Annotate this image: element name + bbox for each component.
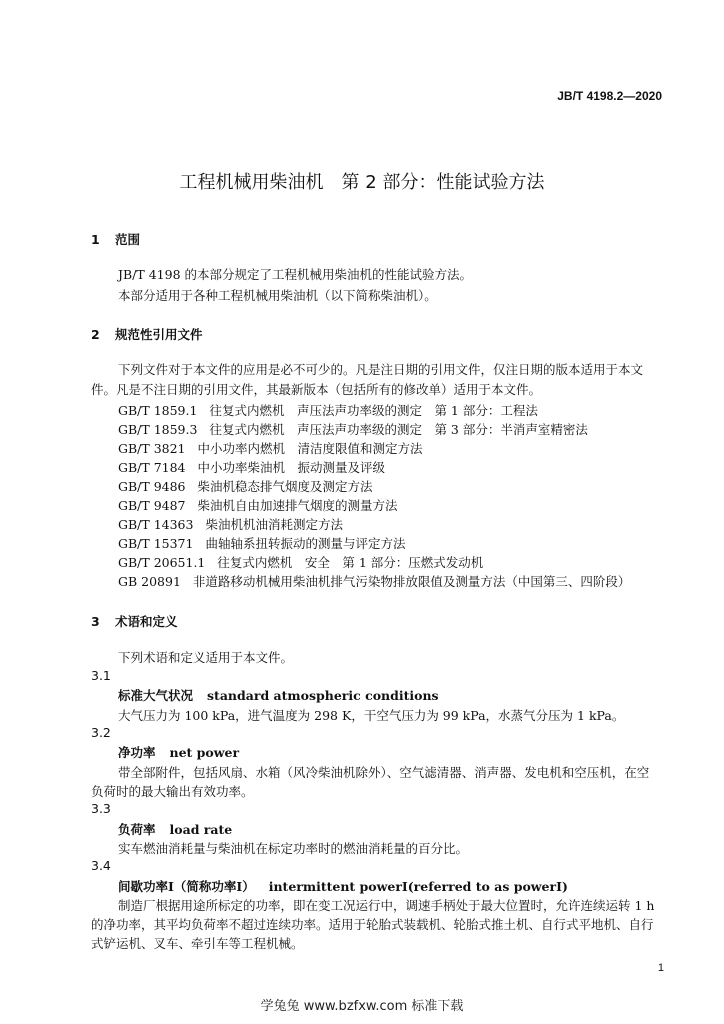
reference-item	[118, 477, 373, 495]
reference-title: 柴油机自由加速排气烟度的测量方法	[197, 498, 398, 513]
section-number: 1	[91, 232, 100, 247]
term-zh: 净功率	[118, 745, 156, 760]
reference-title: 往复式内燃机 安全 第 1 部分：压燃式发动机	[217, 555, 484, 570]
document-title: 工程机械用柴油机 第 2 部分：性能试验方法	[179, 172, 545, 193]
term-zh: 间歇功率Ⅰ（简称功率Ⅰ）	[118, 879, 255, 894]
reference-code: GB/T 9487	[118, 498, 186, 513]
reference-item	[118, 420, 588, 438]
section-3-intro: 下列术语和定义适用于本文件。	[118, 650, 294, 665]
reference-title: 非道路移动机械用柴油机排气污染物排放限值及测量方法（中国第三、四阶段）	[192, 574, 631, 589]
reference-title: 曲轴轴系扭转振动的测量与评定方法	[205, 536, 406, 551]
term-definition: 制造厂根据用途所标定的功率，即在变工况运行中，调速手柄处于最大位置时，允许连续运转 1 h	[118, 898, 655, 913]
reference-item	[118, 458, 385, 476]
term-en: intermittent powerⅠ(referred to as powerⅠ)	[268, 879, 568, 894]
section-number: 3	[91, 614, 100, 629]
section-title: 术语和定义	[115, 614, 178, 629]
term-en: load rate	[169, 822, 233, 837]
term-zh: 负荷率	[118, 822, 156, 837]
reference-code: GB/T 1859.3	[118, 422, 198, 437]
reference-code: GB/T 9486	[118, 479, 186, 494]
section-1-heading	[91, 230, 140, 248]
standard-number: JB/T 4198.2—2020	[557, 89, 662, 103]
term-number: 3.2	[91, 725, 111, 740]
section-1-paragraph-1: JB/T 4198 的本部分规定了工程机械用柴油机的性能试验方法。	[118, 267, 473, 282]
term-heading	[118, 877, 568, 895]
reference-code: GB/T 7184	[118, 460, 186, 475]
reference-title: 柴油机机油消耗测定方法	[205, 517, 343, 532]
section-2-heading	[91, 325, 203, 343]
reference-item	[118, 439, 423, 457]
term-en: standard atmospheric conditions	[207, 688, 439, 703]
reference-code: GB/T 1859.1	[118, 403, 198, 418]
reference-item	[118, 515, 343, 533]
reference-item	[118, 496, 398, 514]
reference-title: 柴油机稳态排气烟度及测定方法	[197, 479, 373, 494]
section-2-intro-line-2: 件。凡是不注日期的引用文件，其最新版本（包括所有的修改单）适用于本文件。	[91, 382, 542, 397]
term-number: 3.3	[91, 801, 111, 816]
reference-title: 中小功率内燃机 清洁度限值和测定方法	[197, 441, 423, 456]
reference-title: 中小功率柴油机 振动测量及评级	[197, 460, 386, 475]
reference-code: GB/T 3821	[118, 441, 186, 456]
term-zh: 标准大气状况	[118, 688, 194, 703]
term-en: net power	[169, 745, 240, 760]
section-3-heading	[91, 612, 178, 630]
term-definition-continued: 的净功率，其平均负荷率不超过连续功率。适用于轮胎式装载机、轮胎式推土机、自行式平地机、自行	[91, 917, 654, 932]
reference-title: 往复式内燃机 声压法声功率级的测定 第 3 部分：半消声室精密法	[209, 422, 588, 437]
reference-code: GB/T 15371	[118, 536, 194, 551]
reference-code: GB/T 14363	[118, 517, 194, 532]
term-definition-continued: 负荷时的最大输出有效功率。	[91, 784, 254, 799]
term-definition: 大气压力为 100 kPa，进气温度为 298 K，干空气压力为 99 kPa，水蒸气分压为 1 kPa。	[118, 708, 625, 723]
section-number: 2	[91, 327, 100, 342]
term-definition: 带全部附件，包括风扇、水箱（风冷柴油机除外）、空气滤清器、消声器、发电机和空压机，在空	[118, 765, 650, 780]
term-heading	[118, 743, 239, 761]
reference-item	[118, 534, 405, 552]
reference-item	[118, 572, 630, 590]
section-title: 范围	[115, 232, 141, 247]
section-1-paragraph-2: 本部分适用于各种工程机械用柴油机（以下简称柴油机）。	[118, 288, 437, 303]
section-2-intro-line-1: 下列文件对于本文件的应用是必不可少的。凡是注日期的引用文件，仅注日期的版本适用于本文	[118, 362, 644, 377]
section-title: 规范性引用文件	[115, 327, 203, 342]
term-heading	[118, 686, 439, 704]
term-definition: 实车燃油消耗量与柴油机在标定功率时的燃油消耗量的百分比。	[118, 841, 469, 856]
reference-code: GB 20891	[118, 574, 181, 589]
page-number: 1	[657, 962, 664, 974]
footer-watermark: 学兔兔 www.bzfxw.com 标准下载	[260, 999, 464, 1014]
reference-code: GB/T 20651.1	[118, 555, 206, 570]
reference-item	[118, 553, 483, 571]
reference-item	[118, 401, 538, 419]
term-number: 3.1	[91, 668, 111, 683]
term-definition-continued: 式铲运机、叉车、牵引车等工程机械。	[91, 936, 304, 951]
reference-title: 往复式内燃机 声压法声功率级的测定 第 1 部分：工程法	[209, 403, 538, 418]
term-heading	[118, 820, 232, 838]
term-number: 3.4	[91, 858, 111, 873]
